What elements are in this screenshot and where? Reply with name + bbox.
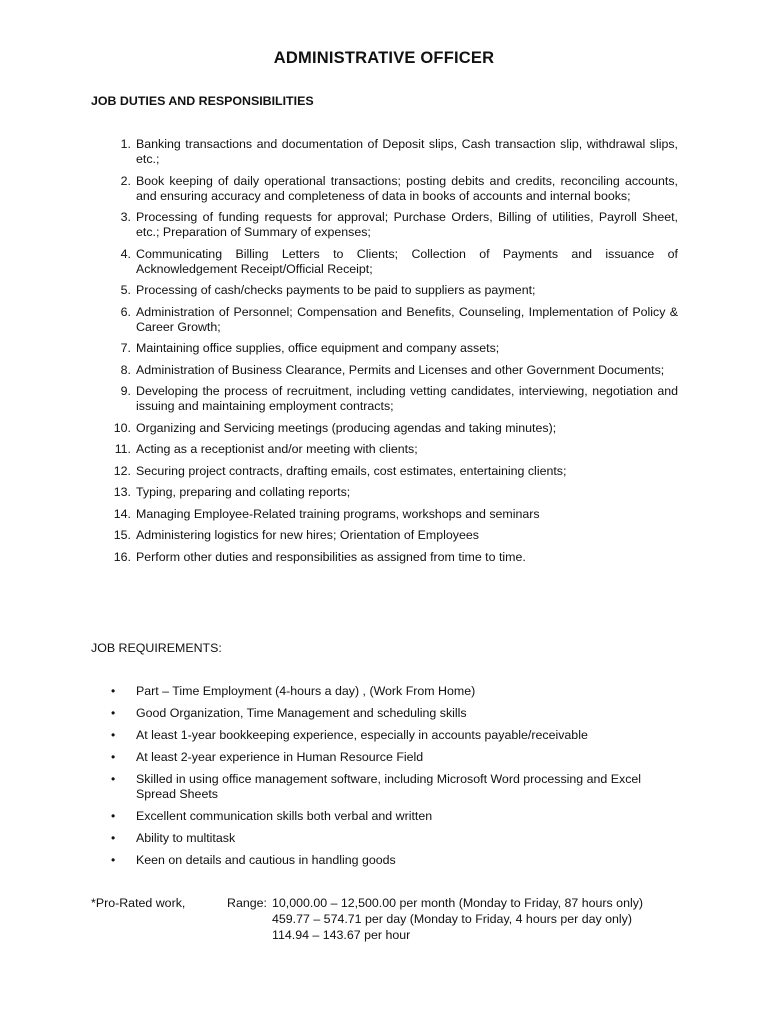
item-text: Good Organization, Time Management and scheduling skills — [136, 706, 467, 720]
list-item — [0, 174, 678, 204]
list-item — [0, 528, 678, 543]
pay-row — [91, 896, 711, 912]
item-number: 15. — [113, 528, 131, 542]
item-number: 4. — [120, 246, 131, 261]
item-text: Part – Time Employment (4-hours a day) , (Work From Home) — [136, 684, 476, 698]
pay-range-label: Range: — [227, 896, 267, 910]
pay-row — [91, 928, 711, 944]
item-number: 14. — [113, 506, 131, 521]
item-number: 3. — [120, 210, 131, 224]
list-item — [0, 247, 678, 277]
bullet-icon: • — [111, 831, 116, 845]
pay-label: *Pro-Rated work, — [91, 896, 186, 910]
item-text: Securing project contracts, drafting emails, cost estimates, entertaining clients; — [136, 463, 567, 478]
bullet-icon: • — [111, 684, 116, 698]
item-text: Excellent communication skills both verbal and written — [136, 809, 433, 823]
item-number: 11. — [114, 442, 131, 456]
list-item — [0, 750, 681, 765]
bullet-icon: • — [111, 750, 116, 764]
duties-list — [0, 137, 768, 571]
item-number: 6. — [120, 304, 131, 319]
item-number: 8. — [120, 362, 131, 377]
bullet-icon: • — [111, 772, 116, 786]
item-text: At least 2-year experience in Human Resource Field — [136, 750, 424, 764]
item-text: Maintaining office supplies, office equipment and company assets; — [136, 341, 500, 355]
pay-monthly-rate: 10,000.00 – 12,500.00 per month (Monday to Friday, 87 hours only) — [272, 896, 644, 910]
list-item — [0, 728, 681, 743]
item-text: Organizing and Servicing meetings (producing agendas and taking minutes); — [136, 420, 557, 435]
item-text: Typing, preparing and collating reports; — [136, 485, 351, 499]
list-item — [0, 550, 678, 565]
item-text: Processing of cash/checks payments to be paid to suppliers as payment; — [136, 283, 536, 297]
list-item — [0, 341, 678, 356]
list-item — [0, 853, 681, 868]
list-item — [0, 421, 678, 436]
list-item — [0, 831, 681, 846]
list-item — [0, 305, 678, 335]
list-item — [0, 706, 681, 721]
item-number: 5. — [120, 283, 131, 297]
item-text: At least 1-year bookkeeping experience, especially in accounts payable/receivable — [136, 728, 588, 742]
item-number: 1. — [120, 137, 131, 151]
item-number: 9. — [120, 384, 131, 398]
page-title: ADMINISTRATIVE OFFICER — [273, 49, 495, 67]
requirements-heading: JOB REQUIREMENTS: — [91, 641, 222, 655]
pay-row — [91, 912, 711, 928]
item-text: Ability to multitask — [136, 831, 236, 845]
pay-section — [91, 896, 711, 944]
item-text: Skilled in using office management software, including Microsoft Word processing and Excel Spread Sheets — [136, 772, 642, 801]
item-text: Communicating Billing Letters to Clients; Collection of Payments and issuance of Acknowledgement Receipt/Official Receipt; — [136, 246, 678, 276]
list-item — [0, 684, 681, 699]
item-text: Acting as a receptionist and/or meeting with clients; — [136, 442, 418, 456]
list-item — [0, 442, 678, 457]
item-text: Administration of Business Clearance, Permits and Licenses and other Government Documents; — [136, 362, 665, 377]
pay-daily-rate: 459.77 – 574.71 per day (Monday to Friday, 4 hours per day only) — [272, 912, 632, 926]
item-text: Keen on details and cautious in handling goods — [136, 853, 396, 867]
list-item — [0, 363, 678, 378]
item-text: Perform other duties and responsibilities as assigned from time to time. — [136, 549, 526, 564]
bullet-icon: • — [111, 706, 116, 720]
duties-heading: JOB DUTIES AND RESPONSIBILITIES — [91, 94, 314, 108]
item-number: 7. — [120, 341, 131, 355]
list-item — [0, 283, 678, 298]
list-item — [0, 137, 678, 167]
item-number: 13. — [113, 485, 131, 499]
list-item — [0, 384, 678, 414]
item-number: 10. — [113, 420, 131, 435]
item-text: Developing the process of recruitment, including vetting candidates, interviewing, negotiation and issuing and maintaining employment contracts; — [136, 384, 678, 413]
list-item — [0, 485, 678, 500]
list-item — [0, 210, 678, 240]
item-text: Book keeping of daily operational transactions; posting debits and credits, reconciling accounts, and ensuring accuracy and completeness of data in books of accounts and internal books; — [136, 173, 678, 203]
item-text: Banking transactions and documentation of Deposit slips, Cash transaction slip, withdrawal slips, etc.; — [136, 137, 678, 166]
bullet-icon: • — [111, 853, 116, 867]
item-number: 2. — [120, 173, 131, 188]
item-text: Administration of Personnel; Compensation and Benefits, Counseling, Implementation of Policy & Career Growth; — [136, 304, 678, 334]
item-text: Managing Employee-Related training programs, workshops and seminars — [136, 506, 540, 521]
requirements-list — [0, 684, 768, 875]
bullet-icon: • — [111, 728, 116, 742]
bullet-icon: • — [111, 809, 116, 823]
list-item — [0, 507, 678, 522]
item-number: 16. — [113, 549, 131, 564]
list-item — [0, 809, 681, 824]
pay-hourly-rate: 114.94 – 143.67 per hour — [272, 928, 411, 942]
list-item — [0, 772, 681, 802]
item-number: 12. — [113, 463, 131, 478]
item-text: Administering logistics for new hires; Orientation of Employees — [136, 528, 479, 542]
item-text: Processing of funding requests for approval; Purchase Orders, Billing of utilities, Payroll Sheet, etc.; Preparation of Summary of expenses; — [136, 210, 678, 239]
list-item — [0, 464, 678, 479]
